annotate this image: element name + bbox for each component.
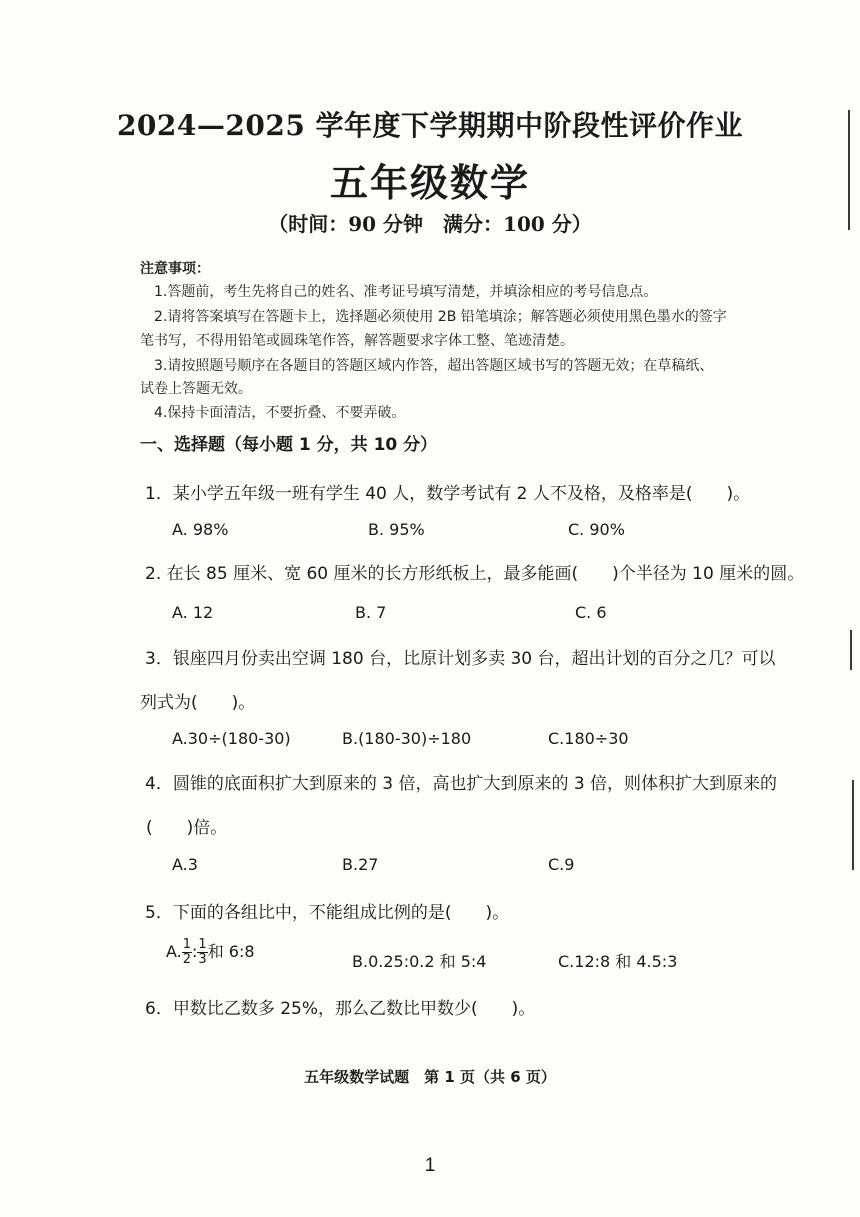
notes-line: 2.请将答案填写在答题卡上，选择题必须使用 2B 铅笔填涂；解答题必须使用黑色墨水的签字 bbox=[154, 309, 727, 325]
notes-line: 笔书写，不得用铅笔或圆珠笔作答，解答题要求字体工整、笔迹清楚。 bbox=[140, 333, 574, 349]
q4-option-b: B.27 bbox=[342, 855, 379, 874]
scan-edge-line bbox=[850, 630, 852, 670]
q1-option-b: B. 95% bbox=[368, 520, 425, 539]
section-title: 一、选择题（每小题 1 分，共 10 分） bbox=[140, 435, 438, 455]
q5-option-a-suffix: 和 6:8 bbox=[207, 942, 255, 961]
notes-line: 1.答题前，考生先将自己的姓名、准考证号填写清楚，并填涂相应的考号信息点。 bbox=[154, 284, 658, 300]
notes-heading: 注意事项： bbox=[140, 261, 210, 277]
q2-option-a: A. 12 bbox=[172, 603, 214, 622]
exam-info: （时间：90 分钟 满分：100 分） bbox=[268, 212, 592, 236]
q2-option-b: B. 7 bbox=[355, 603, 387, 622]
scan-edge-line bbox=[852, 780, 854, 870]
q1-option-a: A. 98% bbox=[172, 520, 229, 539]
q1-option-c: C. 90% bbox=[568, 520, 625, 539]
notes-line: 4.保持卡面清洁，不要折叠、不要弄破。 bbox=[154, 405, 406, 421]
q4-option-c: C.9 bbox=[548, 855, 575, 874]
question-4-line2: ( )倍。 bbox=[146, 818, 228, 838]
question-3-line1: 3．银座四月份卖出空调 180 台，比原计划多卖 30 台，超出计划的百分之几？可以 bbox=[145, 649, 776, 669]
q3-option-a: A.30÷(180-30) bbox=[172, 729, 291, 748]
question-4-line1: 4．圆锥的底面积扩大到原来的 3 倍，高也扩大到原来的 3 倍，则体积扩大到原来的 bbox=[145, 774, 778, 794]
notes-line: 3.请按照题号顺序在各题目的答题区域内作答，超出答题区域书写的答题无效；在草稿纸、 bbox=[154, 358, 714, 374]
q3-option-c: C.180÷30 bbox=[548, 729, 629, 748]
q5-option-a-prefix: A. bbox=[166, 942, 182, 961]
fraction-one-third bbox=[197, 938, 207, 967]
notes-line: 试卷上答题无效。 bbox=[140, 381, 252, 397]
question-3-line2: 列式为( )。 bbox=[140, 693, 256, 713]
ratio-separator: : bbox=[192, 942, 198, 961]
q3-option-b: B.(180-30)÷180 bbox=[342, 729, 472, 748]
q2-option-c: C. 6 bbox=[575, 603, 607, 622]
question-6: 6．甲数比乙数多 25%，那么乙数比甲数少( )。 bbox=[145, 999, 536, 1019]
q4-option-a: A.3 bbox=[172, 855, 198, 874]
fraction-numerator: 1 bbox=[182, 937, 192, 952]
fraction-denominator: 3 bbox=[198, 952, 207, 967]
fraction-one-half bbox=[182, 938, 192, 967]
exam-title: 2024—2025 学年度下学期期中阶段性评价作业 bbox=[116, 109, 744, 142]
question-2: 2. 在长 85 厘米、宽 60 厘米的长方形纸板上，最多能画( )个半径为 10 厘米的圆。 bbox=[145, 564, 805, 584]
exam-subject: 五年级数学 bbox=[329, 160, 530, 205]
q5-option-c: C.12:8 和 4.5:3 bbox=[558, 952, 678, 971]
question-5: 5．下面的各组比中，不能组成比例的是( )。 bbox=[145, 903, 510, 923]
fraction-numerator: 1 bbox=[198, 937, 207, 952]
question-1: 1．某小学五年级一班有学生 40 人，数学考试有 2 人不及格，及格率是( )。 bbox=[145, 484, 751, 504]
page-number: 1 bbox=[424, 1155, 436, 1176]
q5-option-b: B.0.25:0.2 和 5:4 bbox=[352, 952, 487, 971]
q5-option-a bbox=[166, 938, 255, 967]
fraction-denominator: 2 bbox=[182, 952, 192, 967]
page-footer: 五年级数学试题 第 1 页（共 6 页） bbox=[304, 1068, 556, 1086]
